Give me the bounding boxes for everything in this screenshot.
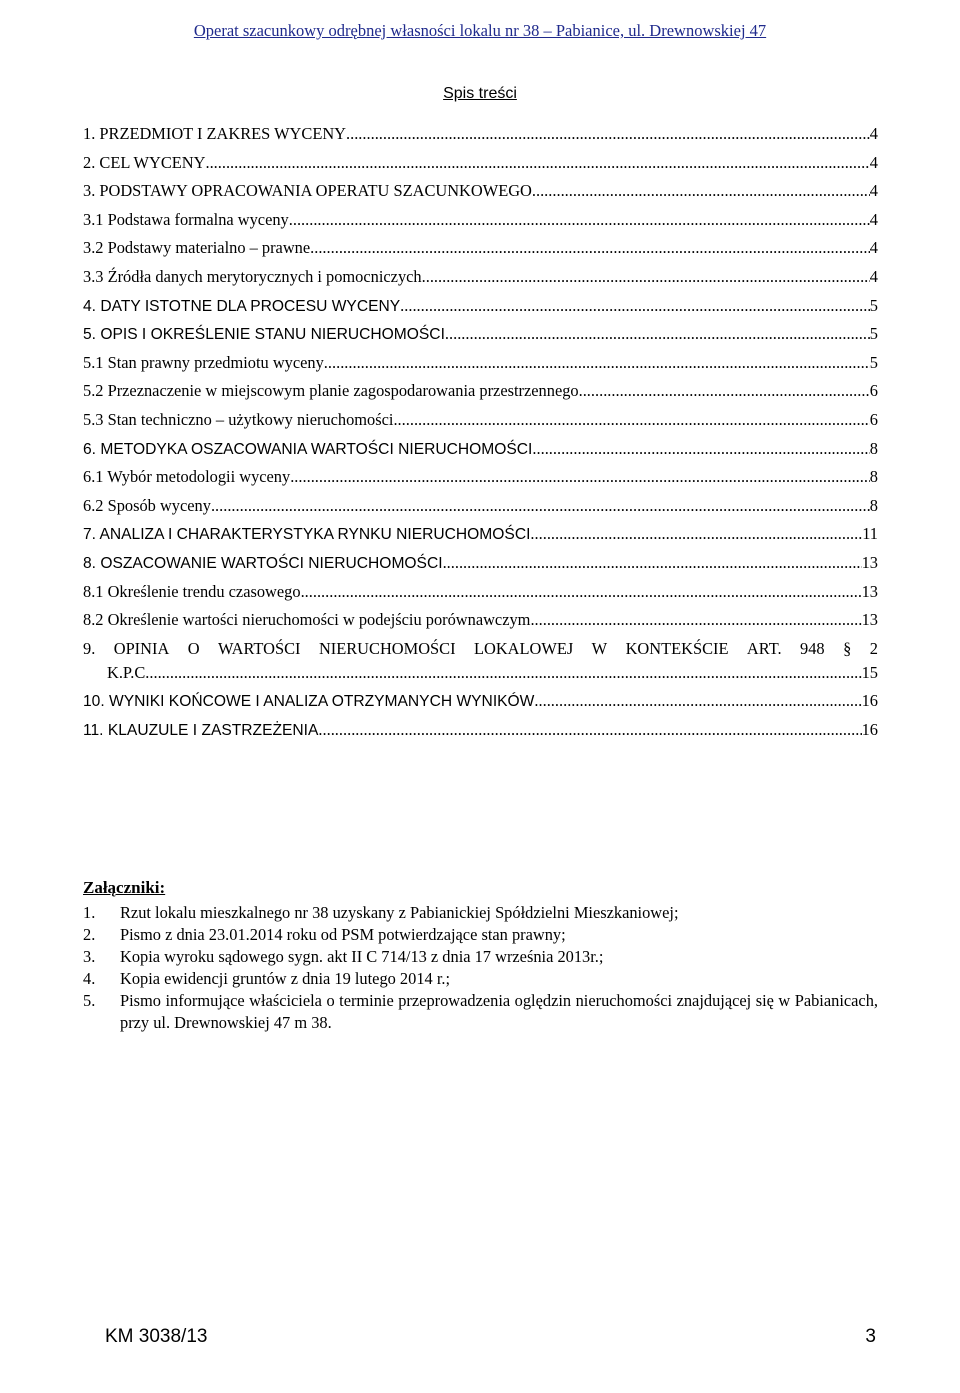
toc-entry-label: 11. KLAUZULE I ZASTRZEŻENIA xyxy=(83,721,319,739)
toc-leader-dots xyxy=(400,296,870,316)
toc-entry[interactable] xyxy=(83,439,878,468)
attachment-item xyxy=(83,990,878,1034)
running-header: Operat szacunkowy odrębnej własności lokalu nr 38 – Pabianice, ul. Drewnowskiej 47 xyxy=(193,21,767,40)
toc-page-number: 16 xyxy=(861,691,878,711)
toc-entry-label: 3. PODSTAWY OPRACOWANIA OPERATU SZACUNKOWEGO xyxy=(83,181,532,201)
toc-entry[interactable] xyxy=(83,210,878,239)
toc-entry[interactable] xyxy=(83,720,878,749)
toc-entry-label: 3.3 Źródła danych merytorycznych i pomocniczych xyxy=(83,266,422,286)
attachment-number: 4. xyxy=(83,969,96,988)
footer-page-number: 3 xyxy=(865,1326,876,1347)
attachment-number: 3. xyxy=(83,947,96,966)
toc-entry-label: 4. DATY ISTOTNE DLA PROCESU WYCENY xyxy=(83,297,401,315)
toc-entry[interactable] xyxy=(83,353,878,382)
toc-page-number: 4 xyxy=(869,266,878,286)
toc-leader-dots xyxy=(205,153,869,173)
toc-page-number: 4 xyxy=(869,209,878,229)
toc-leader-dots xyxy=(211,496,870,516)
toc-entry[interactable] xyxy=(83,410,878,439)
toc-page-number: 16 xyxy=(861,719,878,739)
attachment-item xyxy=(83,902,878,924)
toc-leader-dots xyxy=(289,210,870,230)
toc-leader-dots xyxy=(149,663,861,683)
toc-entry[interactable] xyxy=(83,553,878,582)
toc-entry[interactable] xyxy=(83,524,878,553)
toc-leader-dots xyxy=(532,181,870,201)
toc-leader-dots xyxy=(393,410,869,430)
toc-entry-label: 7. ANALIZA I CHARAKTERYSTYKA RYNKU NIERUCHOMOŚCI xyxy=(83,526,531,544)
toc-entry-label: 8.1 Określenie trendu czasowego xyxy=(83,581,301,601)
toc-page-number: 13 xyxy=(861,581,878,601)
toc-leader-dots xyxy=(530,524,862,544)
toc-page-number: 6 xyxy=(869,409,878,429)
toc-leader-dots xyxy=(346,124,870,144)
attachment-text: Kopia wyroku sądowego sygn. akt II C 714/13 z dnia 17 września 2013r.; xyxy=(120,947,604,966)
toc-entry-label: 10. WYNIKI KOŃCOWE I ANALIZA OTRZYMANYCH WYNIKÓW xyxy=(83,693,535,711)
toc-entry[interactable] xyxy=(83,691,878,720)
toc-entry-word: OPINIA xyxy=(113,638,170,658)
toc-page-number: 13 xyxy=(861,610,878,630)
attachment-text: Rzut lokalu mieszkalnego nr 38 uzyskany z Pabianickiej Spółdzielni Mieszkaniowej; xyxy=(120,903,679,922)
toc-entry-label: 8. OSZACOWANIE WARTOŚCI NIERUCHOMOŚCI xyxy=(83,554,443,572)
toc-entry-label: 5.3 Stan techniczno – użytkowy nieruchomości xyxy=(83,409,394,429)
toc-leader-dots xyxy=(534,691,861,711)
toc-page-number: 4 xyxy=(869,238,878,258)
toc-entry[interactable] xyxy=(83,267,878,296)
toc-page-number: 15 xyxy=(861,662,878,682)
toc-entry-word: KONTEKŚCIE xyxy=(625,638,729,658)
toc-entry[interactable] xyxy=(83,181,878,210)
toc-leader-dots xyxy=(579,381,870,401)
toc-entry[interactable] xyxy=(83,153,878,182)
toc-entry[interactable] xyxy=(83,496,878,525)
toc-leader-dots xyxy=(532,439,869,459)
toc-entry-label: 2. CEL WYCENY xyxy=(83,152,206,172)
attachment-text: Pismo z dnia 23.01.2014 roku od PSM potwierdzające stan prawny; xyxy=(120,925,566,944)
attachment-item xyxy=(83,946,878,968)
toc-entry-word: § xyxy=(843,638,852,658)
toc-entry-label: 3.2 Podstawy materialno – prawne xyxy=(83,238,311,258)
toc-entry-label: 8.2 Określenie wartości nieruchomości w podejściu porównawczym xyxy=(83,610,531,630)
toc-entry-9-line2 xyxy=(83,663,878,692)
attachment-number: 1. xyxy=(83,903,96,922)
toc-entry[interactable] xyxy=(83,324,878,353)
attachment-number: 2. xyxy=(83,925,96,944)
toc-page-number: 4 xyxy=(869,124,878,143)
toc-leader-dots xyxy=(318,720,861,740)
toc-entry-label: 6. METODYKA OSZACOWANIA WARTOŚCI NIERUCHOMOŚCI xyxy=(83,440,533,458)
table-of-contents xyxy=(83,124,878,748)
attachment-number: 5. xyxy=(83,991,96,1010)
attachment-text: Pismo informujące właściciela o terminie przeprowadzenia oględzin nieruchomości znajdującej się w Pabianicach, przy ul. Drewnowskiej 47 m 38. xyxy=(120,991,878,1032)
toc-page-number: 8 xyxy=(869,438,878,458)
footer-case-number: KM 3038/13 xyxy=(105,1326,208,1347)
toc-page-number: 11 xyxy=(862,524,878,544)
toc-entry[interactable] xyxy=(83,381,878,410)
attachment-item xyxy=(83,968,878,990)
toc-entry-label: 5.2 Przeznaczenie w miejscowym planie zagospodarowania przestrzennego xyxy=(83,381,579,401)
attachments-section xyxy=(83,878,878,1034)
toc-entry-label: 5.1 Stan prawny przedmiotu wyceny xyxy=(83,352,324,372)
toc-entry-word: NIERUCHOMOŚCI xyxy=(318,638,456,658)
toc-leader-dots xyxy=(324,353,870,373)
toc-entry[interactable] xyxy=(83,296,878,325)
toc-entry[interactable] xyxy=(83,610,878,639)
toc-page-number: 4 xyxy=(869,181,878,201)
toc-entry-word: WARTOŚCI xyxy=(218,638,301,658)
toc-entry[interactable] xyxy=(83,467,878,496)
toc-title: Spis treści xyxy=(443,85,517,102)
toc-leader-dots xyxy=(445,324,870,344)
toc-entry-label: 6.1 Wybór metodologii wyceny xyxy=(83,467,291,487)
toc-entry[interactable] xyxy=(83,124,878,153)
toc-page-number: 5 xyxy=(869,295,878,315)
attachment-text: Kopia ewidencji gruntów z dnia 19 lutego 2014 r.; xyxy=(120,969,451,988)
toc-entry-word: 2 xyxy=(869,638,878,658)
attachments-title: Załączniki: xyxy=(83,878,166,897)
attachments-list xyxy=(83,902,878,1034)
toc-page-number: 6 xyxy=(869,381,878,401)
toc-entry-9-line1 xyxy=(83,639,878,663)
toc-leader-dots xyxy=(290,467,870,487)
toc-entry-label: 5. OPIS I OKREŚLENIE STANU NIERUCHOMOŚCI xyxy=(83,326,445,344)
toc-entry[interactable] xyxy=(83,582,878,611)
toc-leader-dots xyxy=(422,267,870,287)
toc-entry-label: 3.1 Podstawa formalna wyceny xyxy=(83,209,289,229)
toc-leader-dots xyxy=(301,582,862,602)
toc-entry-word: 948 xyxy=(800,638,825,658)
toc-entry-label: K.P.C. xyxy=(107,662,150,682)
toc-entry-word: W xyxy=(591,638,608,658)
toc-entry-word: O xyxy=(187,638,200,658)
toc-leader-dots xyxy=(310,238,870,258)
toc-page-number: 5 xyxy=(869,352,878,372)
toc-entry-word: ART. xyxy=(746,638,782,658)
toc-page-number: 8 xyxy=(869,467,878,487)
toc-leader-dots xyxy=(443,553,862,573)
toc-page-number: 5 xyxy=(869,324,878,344)
toc-entry-9[interactable] xyxy=(83,639,878,692)
toc-leader-dots xyxy=(530,610,861,630)
toc-entry-word: LOKALOWEJ xyxy=(473,638,574,658)
attachment-item xyxy=(83,924,878,946)
toc-page-number: 4 xyxy=(869,152,878,172)
toc-page-number: 13 xyxy=(861,552,878,572)
toc-entry-word: 9. xyxy=(83,638,96,658)
toc-entry[interactable] xyxy=(83,238,878,267)
toc-entry-label: 6.2 Sposób wyceny xyxy=(83,495,211,515)
toc-page-number: 8 xyxy=(869,495,878,515)
toc-entry-label: 1. PRZEDMIOT I ZAKRES WYCENY xyxy=(83,124,347,143)
